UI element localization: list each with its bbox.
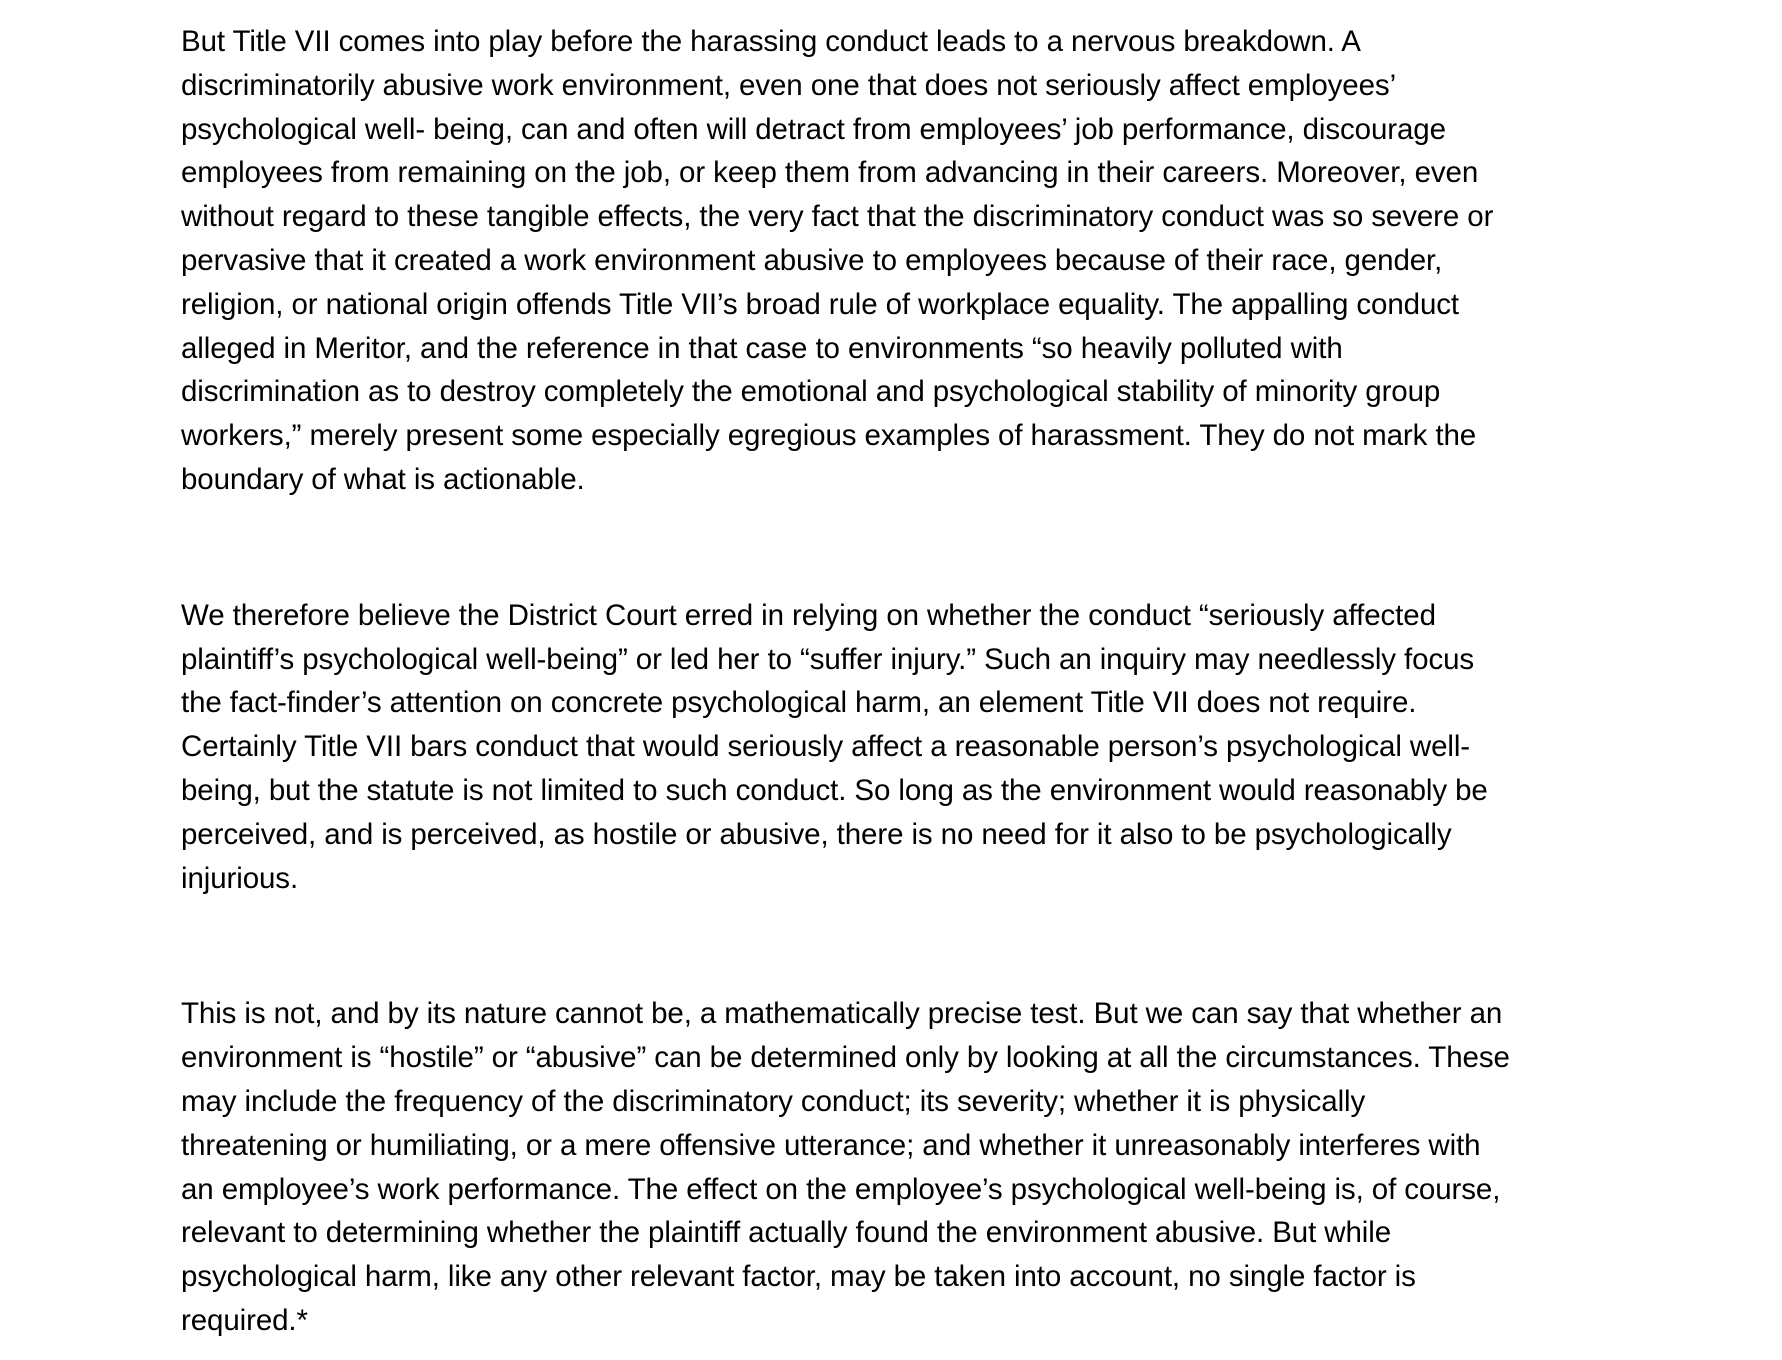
text-line: psychological well- being, can and often will detract from employees’ job performance, discourage — [181, 112, 1446, 146]
text-line: religion, or national origin offends Title VII’s broad rule of workplace equality. The appalling conduct — [181, 287, 1460, 321]
text-line: relevant to determining whether the plaintiff actually found the environment abusive. But while — [181, 1216, 1392, 1250]
text-line: psychological harm, like any other relevant factor, may be taken into account, no single factor is — [181, 1260, 1416, 1294]
text-line: boundary of what is actionable. — [181, 462, 585, 496]
paragraph-2 — [181, 594, 1601, 901]
text-line: may include the frequency of the discriminatory conduct; its severity; whether it is physically — [181, 1084, 1366, 1118]
text-line: environment is “hostile” or “abusive” can be determined only by looking at all the circumstances. These — [181, 1041, 1510, 1075]
text-line: This is not, and by its nature cannot be, a mathematically precise test. But we can say that whether an — [181, 997, 1503, 1031]
text-line: without regard to these tangible effects, the very fact that the discriminatory conduct was so severe or — [181, 200, 1494, 234]
text-line: perceived, and is perceived, as hostile or abusive, there is no need for it also to be psychologically — [181, 817, 1452, 851]
paragraph-3 — [181, 992, 1601, 1342]
text-line: threatening or humiliating, or a mere offensive utterance; and whether it unreasonably interferes with — [181, 1128, 1481, 1162]
text-line: plaintiff’s psychological well-being” or led her to “suffer injury.” Such an inquiry may needlessly focus — [181, 642, 1475, 676]
paragraph-1 — [181, 20, 1601, 502]
text-line: workers,” merely present some especially egregious examples of harassment. They do not mark the — [181, 419, 1477, 453]
text-line: We therefore believe the District Court erred in relying on whether the conduct “seriously affected — [181, 598, 1436, 632]
text-line: pervasive that it created a work environment abusive to employees because of their race, gender, — [181, 243, 1443, 277]
text-line: But Title VII comes into play before the harassing conduct leads to a nervous breakdown. A — [181, 25, 1361, 58]
text-line: alleged in Meritor, and the reference in that case to environments “so heavily polluted with — [181, 331, 1343, 365]
text-line: the fact-finder’s attention on concrete psychological harm, an element Title VII does not require. — [181, 686, 1417, 720]
text-line: employees from remaining on the job, or keep them from advancing in their careers. Moreover, even — [181, 156, 1479, 190]
text-line: required.* — [181, 1303, 308, 1337]
text-line: discriminatorily abusive work environment, even one that does not seriously affect employees’ — [181, 68, 1397, 102]
text-line: being, but the statute is not limited to such conduct. So long as the environment would reasonably be — [181, 773, 1488, 807]
text-line: discrimination as to destroy completely the emotional and psychological stability of minority group — [181, 375, 1441, 409]
text-line: Certainly Title VII bars conduct that would seriously affect a reasonable person’s psychological well- — [181, 730, 1471, 764]
document-page — [181, 20, 1601, 1343]
text-line: injurious. — [181, 861, 299, 895]
text-line: an employee’s work performance. The effect on the employee’s psychological well-being is, of course, — [181, 1172, 1501, 1206]
